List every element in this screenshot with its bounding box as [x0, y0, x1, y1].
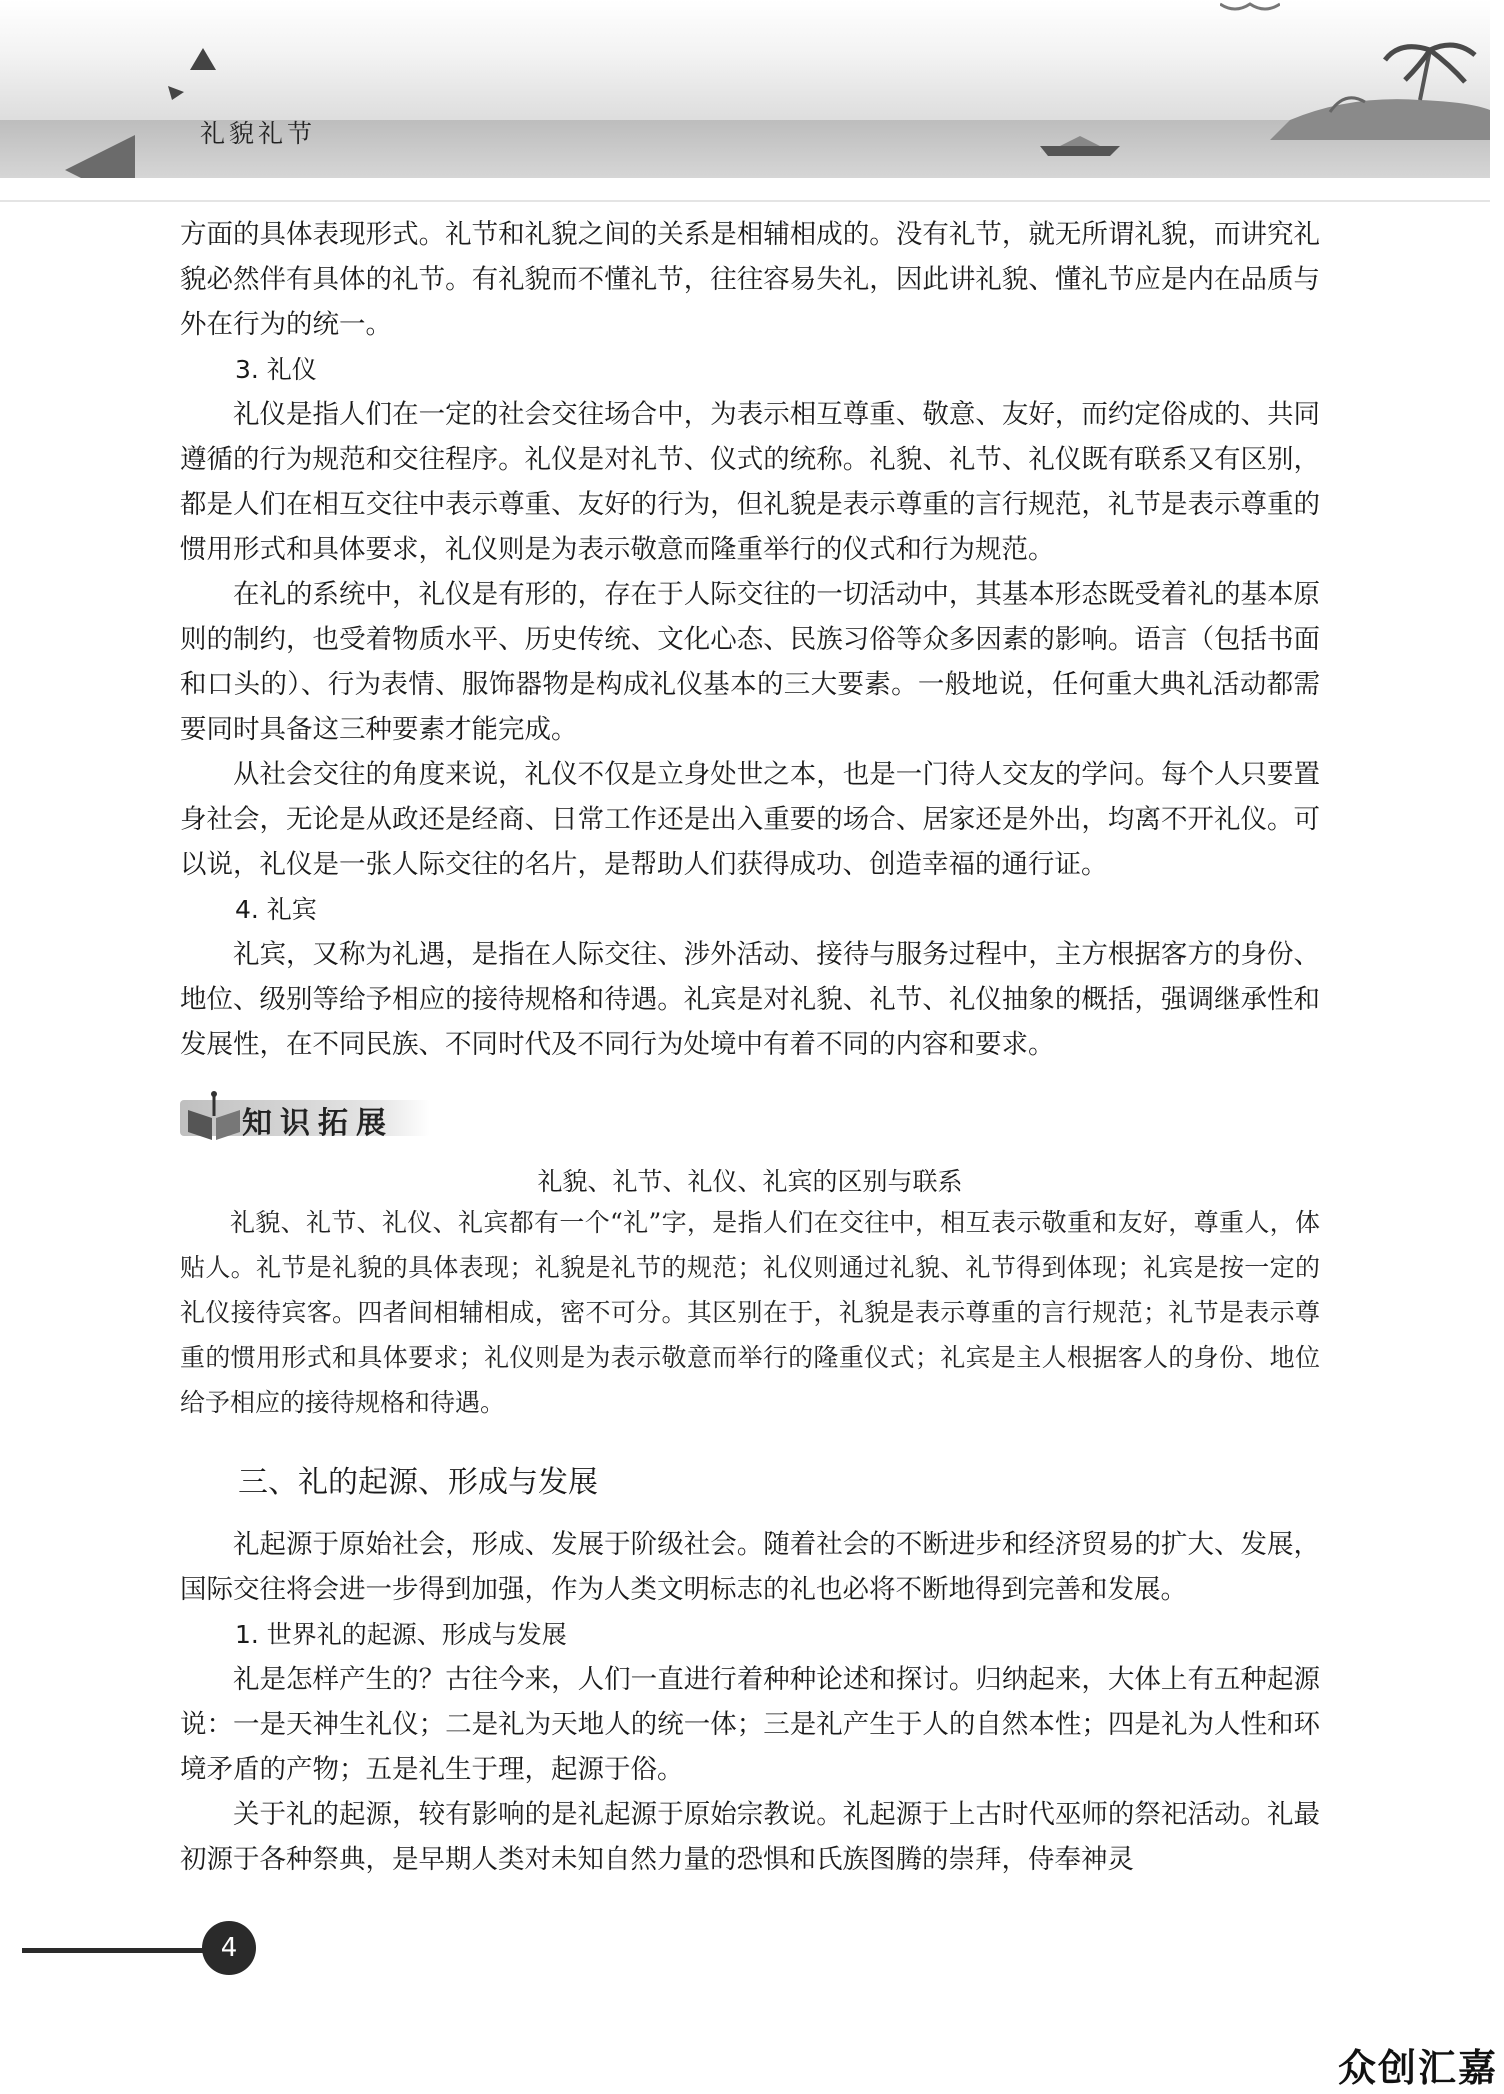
running-title: 礼貌礼节	[200, 119, 317, 148]
body-text-section3	[180, 1522, 1320, 1882]
paragraph: 礼宾，又称为礼遇，是指在人际交往、涉外活动、接待与服务过程中，主方根据客方的身份、地位、级别等给予相应的接待规格和待遇。礼宾是对礼貌、礼节、礼仪抽象的概括，强调继承性和发展性，在不同民族、不同时代及不同行为处境中有着不同的内容和要求。	[180, 939, 1320, 1060]
paragraph: 礼仪是指人们在一定的社会交往场合中，为表示相互尊重、敬意、友好，而约定俗成的、共同遵循的行为规范和交往程序。礼仪是对礼节、仪式的统称。礼貌、礼节、礼仪既有联系又有区别，都是人们在相互交往中表示尊重、友好的行为，但礼貌是表示尊重的言行规范，礼节是表示尊重的惯用形式和具体要求，礼仪则是为表示敬意而隆重举行的仪式和行为规范。	[180, 399, 1320, 565]
speedboat-illustration	[1040, 128, 1130, 158]
paragraph: 礼起源于原始社会，形成、发展于阶级社会。随着社会的不断进步和经济贸易的扩大、发展，国际交往将会进一步得到加强，作为人类文明标志的礼也必将不断地得到完善和发展。	[180, 1529, 1320, 1605]
footer-rule	[22, 1948, 212, 1953]
island-palm-illustration	[1270, 40, 1490, 140]
page-number: 4	[202, 1921, 256, 1975]
knowledge-extension-banner	[180, 1090, 440, 1142]
subheading-1: 1. 世界礼的起源、形成与发展	[235, 1620, 567, 1649]
paragraph: 从社会交往的角度来说，礼仪不仅是立身处世之本，也是一门待人交友的学问。每个人只要置身社会，无论是从政还是经商、日常工作还是出入重要的场合、居家还是外出，均离不开礼仪。可以说，礼仪是一张人际交往的名片，是帮助人们获得成功、创造幸福的通行证。	[180, 759, 1320, 880]
banner-label: 知识拓展	[242, 1106, 394, 1141]
subheading-3: 3. 礼仪	[235, 355, 317, 384]
section-title: 三、礼的起源、形成与发展	[238, 1465, 598, 1500]
paragraph: 方面的具体表现形式。礼节和礼貌之间的关系是相辅相成的。没有礼节，就无所谓礼貌，而讲究礼貌必然伴有具体的礼节。有礼貌而不懂礼节，往往容易失礼，因此讲礼貌、懂礼节应是内在品质与外在行为的统一。	[180, 219, 1320, 340]
paragraph: 礼是怎样产生的？古往今来，人们一直进行着种种论述和探讨。归纳起来，大体上有五种起源说：一是天神生礼仪；二是礼为天地人的统一体；三是礼产生于人的自然本性；四是礼为人性和环境矛盾的产物；五是礼生于理，起源于俗。	[180, 1664, 1320, 1785]
seagull-icon	[1220, 0, 1280, 14]
open-book-icon	[184, 1090, 244, 1142]
body-text-top	[180, 212, 1320, 1067]
paragraph: 关于礼的起源，较有影响的是礼起源于原始宗教说。礼起源于上古时代巫师的祭祀活动。礼最初源于各种祭典，是早期人类对未知自然力量的恐惧和氏族图腾的崇拜，侍奉神灵	[180, 1799, 1320, 1875]
watermark: 众创汇嘉	[1337, 2046, 1498, 2090]
extension-text	[180, 1200, 1320, 1425]
paragraph: 礼貌、礼节、礼仪、礼宾都有一个“礼”字，是指人们在交往中，相互表示敬重和友好，尊重人，体贴人。礼节是礼貌的具体表现；礼貌是礼节的规范；礼仪则通过礼貌、礼节得到体现；礼宾是按一定的礼仪接待宾客。四者间相辅相成，密不可分。其区别在于，礼貌是表示尊重的言行规范；礼节是表示尊重的惯用形式和具体要求；礼仪则是为表示敬意而举行的隆重仪式；礼宾是主人根据客人的身份、地位给予相应的接待规格和待遇。	[180, 1208, 1320, 1417]
header-banner	[0, 0, 1490, 178]
extension-title: 礼貌、礼节、礼仪、礼宾的区别与联系	[537, 1167, 963, 1196]
decorative-triangle-small	[190, 48, 216, 70]
subheading-4: 4. 礼宾	[235, 895, 317, 924]
decorative-triangle-tiny	[168, 86, 184, 100]
decorative-triangle-large	[60, 130, 140, 178]
header-divider	[0, 200, 1490, 202]
paragraph: 在礼的系统中，礼仪是有形的，存在于人际交往的一切活动中，其基本形态既受着礼的基本原则的制约，也受着物质水平、历史传统、文化心态、民族习俗等众多因素的影响。语言（包括书面和口头的）、行为表情、服饰器物是构成礼仪基本的三大要素。一般地说，任何重大典礼活动都需要同时具备这三种要素才能完成。	[180, 579, 1320, 745]
